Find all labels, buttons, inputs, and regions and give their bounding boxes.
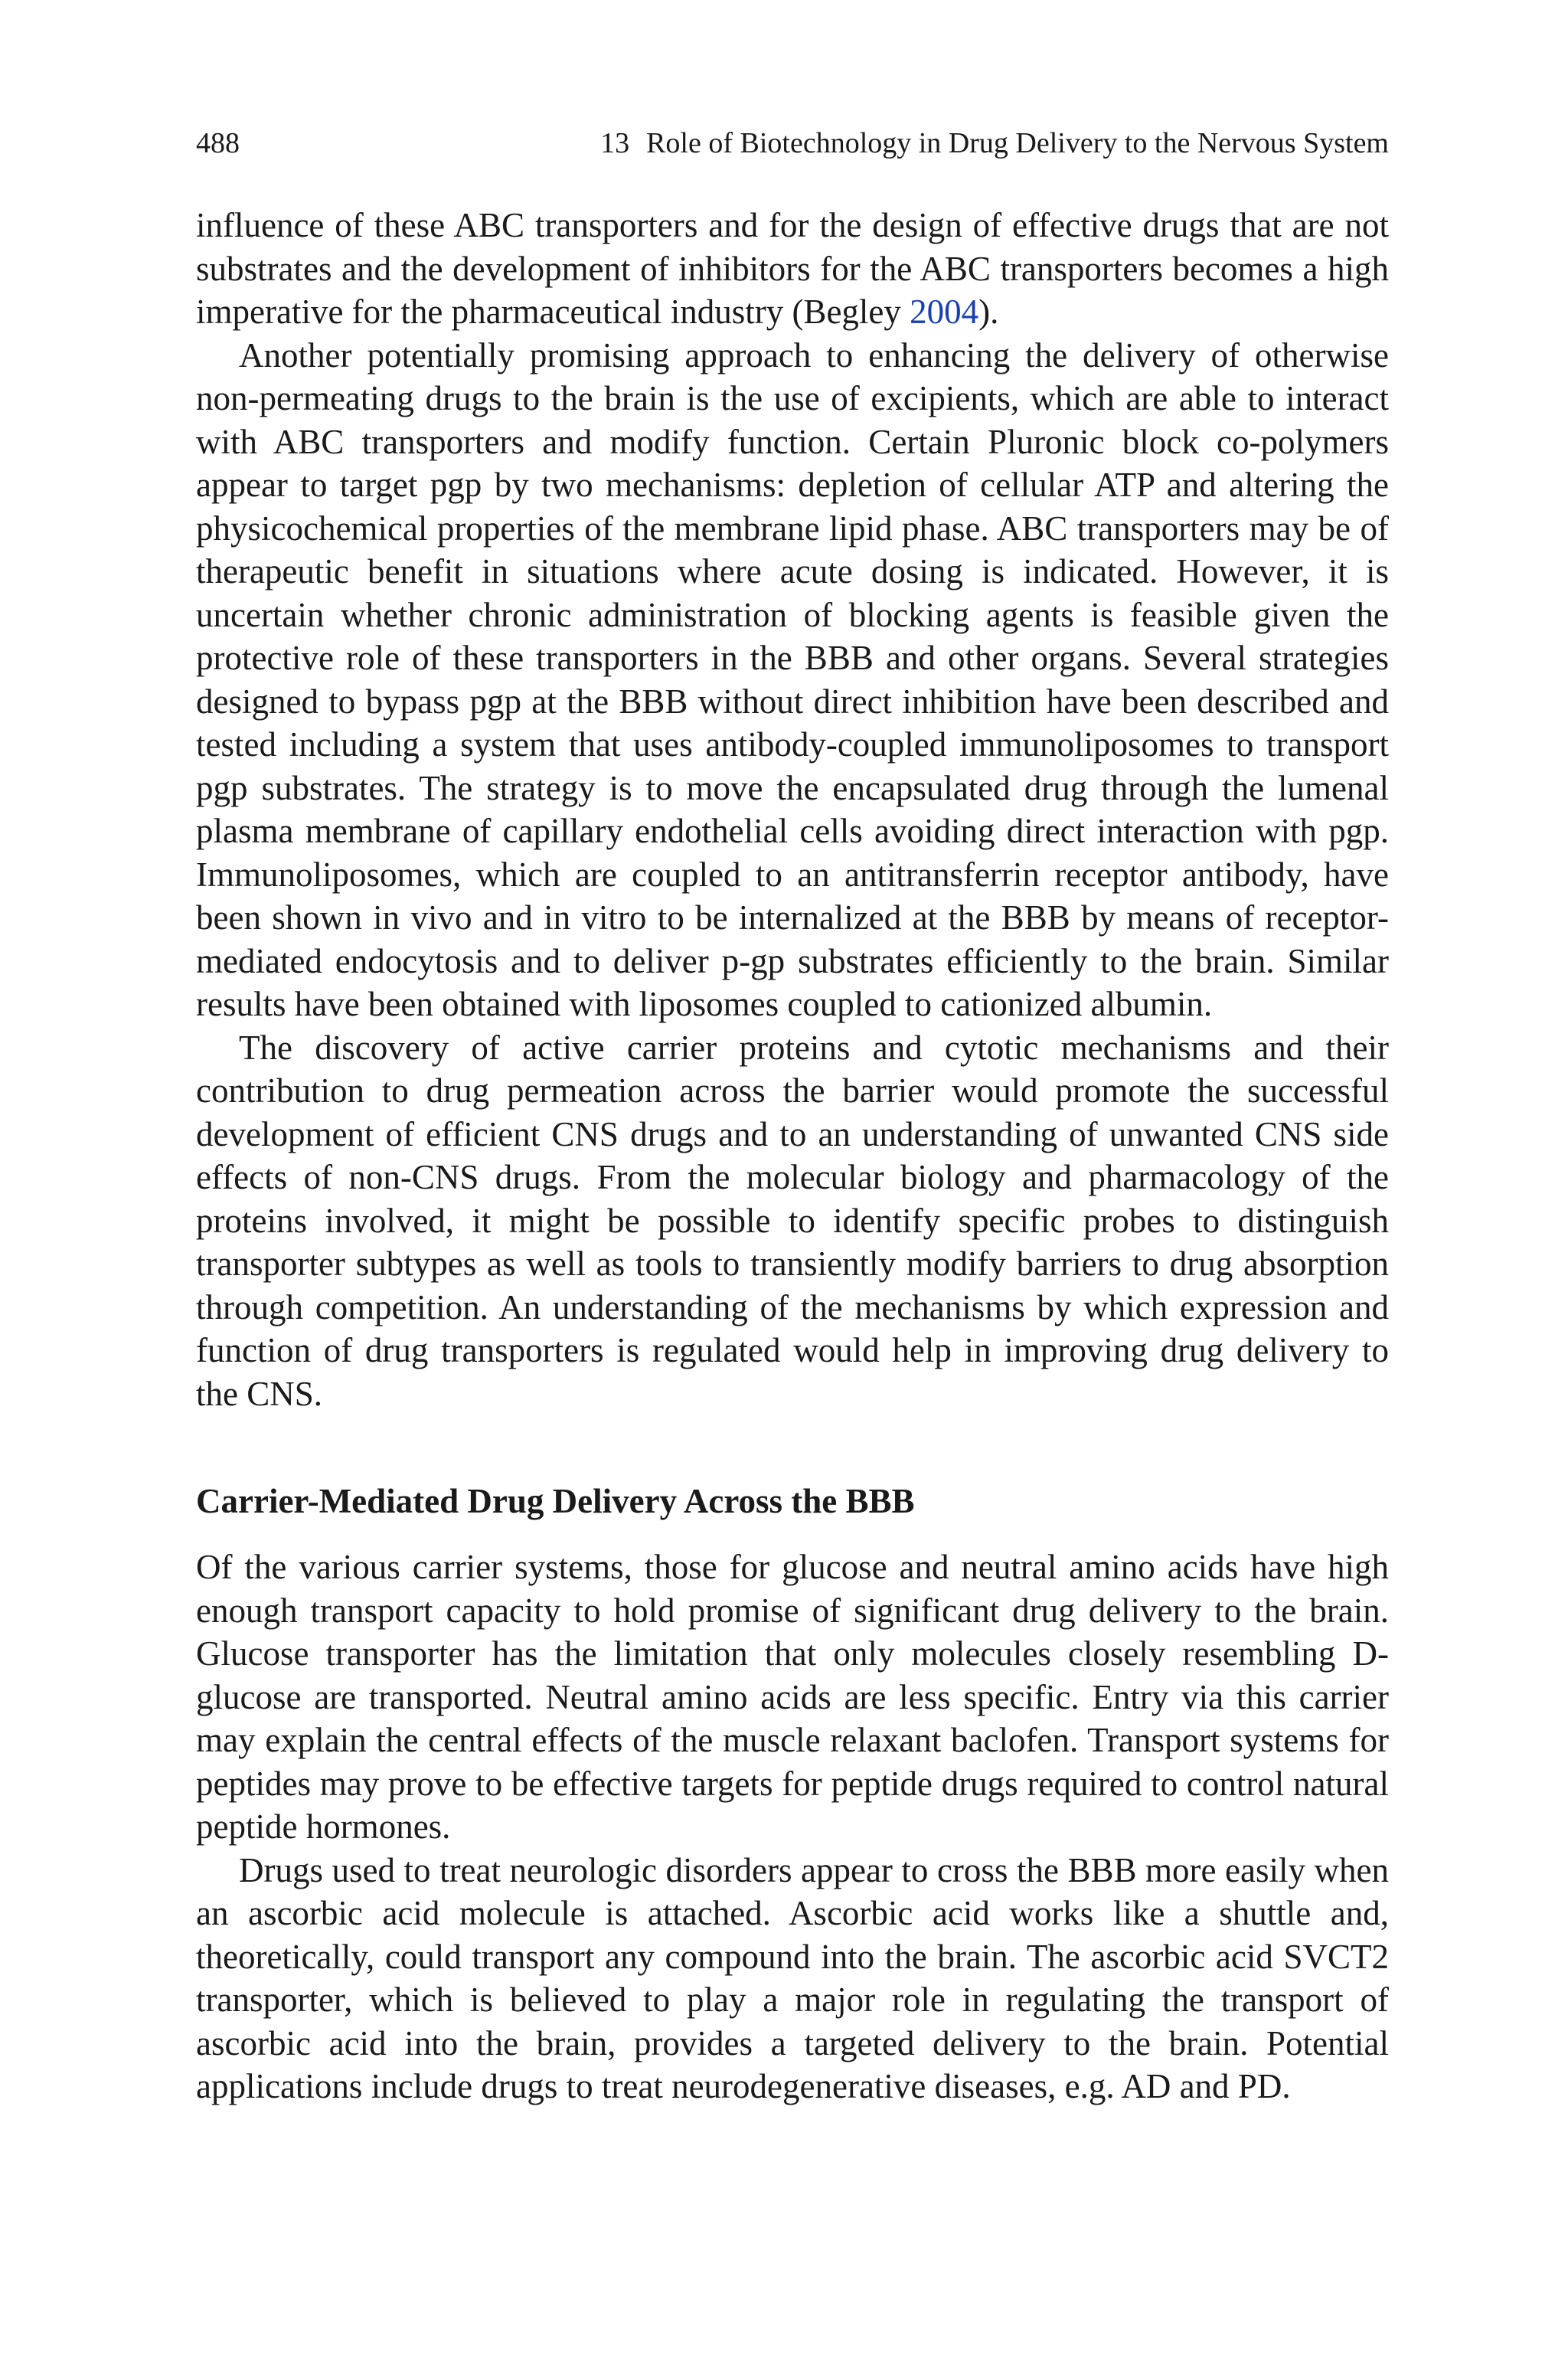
paragraph-carrier-systems: Of the various carrier systems, those for glucose and neutral amino acids have high enough transport capacity to hold promise of significant drug delivery to the brain. Glucose transporter has the limitation that only molecules closely resembling D-glucose are transported. Neutral amino acids are less specific. Entry via this carrier may explain the central effects of the muscle relaxant baclofen. Transport systems for peptides may prove to be effective targets for peptide drugs required to control natural peptide hormones. [196, 1548, 1389, 1846]
section-heading: Carrier-Mediated Drug Delivery Across the BBB [196, 1482, 915, 1520]
paragraph-excipients: Another potentially promising approach to enhancing the delivery of otherwise non-permeating drugs to the brain is the use of excipients, which are able to interact with ABC transporters and modify function. Certain Pluronic block co-polymers appear to target pgp by two mechanisms: depletion of cellular ATP and altering the physicochemical properties of the membrane lipid phase. ABC transporters may be of therapeutic benefit in situations where acute dosing is indicated. However, it is uncertain whether chronic administration of blocking agents is feasible given the protective role of these transporters in the BBB and other organs. Several strategies designed to bypass pgp at the BBB without direct inhibition have been described and tested including a system that uses antibody-coupled immunoliposomes to transport pgp substrates. The strategy is to move the encapsulated drug through the lumenal plasma membrane of capillary endothelial cells avoiding direct interaction with pgp. Immunoliposomes, which are coupled to an antitransferrin receptor antibody, have been shown in vivo and in vitro to be internalized at the BBB by means of receptor-mediated endocytosis and to deliver p-gp substrates efficiently to the brain. Similar results have been obtained with liposomes coupled to cationized albumin. [196, 335, 1389, 1023]
chapter-number: 13 [600, 127, 630, 159]
paragraph-text: ). [978, 293, 999, 331]
chapter-title: Role of Biotechnology in Drug Delivery to the Nervous System [646, 127, 1389, 159]
page-number: 488 [196, 127, 240, 159]
paragraph-continuation [196, 204, 1389, 334]
page-body [196, 204, 1389, 2108]
paragraph-carrier-proteins: The discovery of active carrier proteins and cytotic mechanisms and their contribution to drug permeation across the barrier would promote the successful development of efficient CNS drugs and to an understanding of unwanted CNS side effects of non-CNS drugs. From the molecular biology and pharmacology of the proteins involved, it might be possible to identify specific probes to distinguish transporter subtypes as well as tools to transiently modify barriers to drug absorption through competition. An understanding of the mechanisms by which expression and function of drug transporters is regulated would help in improving drug delivery to the CNS. [196, 1028, 1389, 1413]
paragraph-text: influence of these ABC transporters and for the design of effective drugs that are not substrates and the development of inhibitors for the ABC transporters becomes a high imperative for the pharmaceutical industry (Begley [196, 206, 1389, 331]
citation-link-begley-2004[interactable]: 2004 [910, 293, 979, 331]
paragraph-ascorbic-acid: Drugs used to treat neurologic disorders appear to cross the BBB more easily when an ascorbic acid molecule is attached. Ascorbic acid works like a shuttle and, theoretically, could transport any compound into the brain. The ascorbic acid SVCT2 transporter, which is believed to play a major role in regulating the transport of ascorbic acid into the brain, provides a targeted delivery to the brain. Potential applications include drugs to treat neurodegenerative diseases, e.g. AD and PD. [196, 1850, 1389, 2105]
running-head [600, 124, 1389, 162]
page-header [196, 124, 1389, 162]
